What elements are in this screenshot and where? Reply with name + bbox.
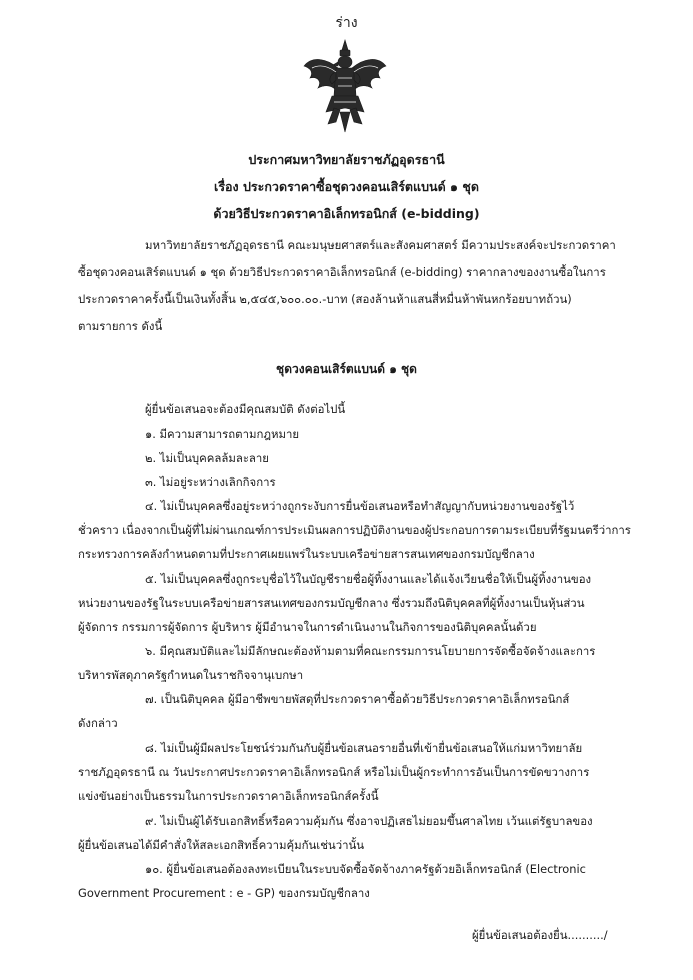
item-8-line-3: แข่งขันอย่างเป็นธรรมในการประกวดราคาอิเล็กทรอนิกส์ครั้งนี้ (78, 789, 379, 803)
item-6-line-1: ๖. มีคุณสมบัติและไม่มีลักษณะต้องห้ามตามที่คณะกรรมการนโยบายการจัดซื้อจัดจ้างและการ (145, 644, 596, 658)
item-4-line-3: กระทรวงการคลังกำหนดตามที่ประกาศเผยแพร่ในระบบเครือข่ายสารสนเทศของกรมบัญชีกลาง (78, 547, 535, 561)
draft-label: ร่าง (335, 15, 358, 31)
intro-line-3: ประกวดราคาครั้งนี้เป็นเงินทั้งสิ้น ๒,๕๔๕,๖๐๐.๐๐.-บาท (สองล้านห้าแสนสี่หมื่นห้าพันหกร้อยบาทถ้วน) (78, 292, 572, 306)
section-heading: ชุดวงคอนเสิร์ตแบนด์ ๑ ชุด (276, 362, 417, 376)
header-line-2: เรื่อง ประกวดราคาซื้อชุดวงคอนเสิร์ตแบนด์ ๑ ชุด (214, 179, 479, 194)
announcement-header (0, 146, 693, 227)
header-line-1: ประกาศมหาวิทยาลัยราชภัฏอุดรธานี (248, 152, 445, 167)
item-5-line-1: ๕. ไม่เป็นบุคคลซึ่งถูกระบุชื่อไว้ในบัญชีรายชื่อผู้ทิ้งงานและได้แจ้งเวียนชื่อให้เป็นผู้ทิ้งงานของ (145, 572, 592, 586)
item-9-line-2: ผู้ยื่นข้อเสนอได้มีคำสั่งให้สละเอกสิทธิ์ความคุ้มกันเช่นว่านั้น (78, 838, 365, 852)
item-8-line-1: ๘. ไม่เป็นผู้มีผลประโยชน์ร่วมกันกับผู้ยื่นข้อเสนอรายอื่นที่เข้ายื่นข้อเสนอให้แก่มหาวิทยาลัย (145, 741, 583, 755)
item-1: ๑. มีความสามารถตามกฎหมาย (145, 427, 300, 441)
header-line-3: ด้วยวิธีประกวดราคาอิเล็กทรอนิกส์ (e-bidding) (213, 206, 480, 221)
item-8-line-2: ราชภัฏอุดรธานี ณ วันประกาศประกวดราคาอิเล็กทรอนิกส์ หรือไม่เป็นผู้กระทำการอันเป็นการขัดขวางการ (78, 765, 590, 779)
item-9-line-1: ๙. ไม่เป็นผู้ได้รับเอกสิทธิ์หรือความคุ้มกัน ซึ่งอาจปฏิเสธไม่ยอมขึ้นศาลไทย เว้นแต่รัฐบาลของ (145, 814, 593, 828)
item-7-line-2: ดังกล่าว (78, 716, 118, 730)
item-10-line-2: Government Procurement : e - GP) ของกรมบัญชีกลาง (78, 886, 370, 900)
garuda-emblem-icon (300, 38, 390, 134)
item-2: ๒. ไม่เป็นบุคคลล้มละลาย (145, 451, 269, 465)
item-5-line-2: หน่วยงานของรัฐในระบบเครือข่ายสารสนเทศของกรมบัญชีกลาง ซึ่งรวมถึงนิติบุคคลที่ผู้ทิ้งงานเป็นหุ้นส่วน (78, 596, 585, 610)
item-3: ๓. ไม่อยู่ระหว่างเลิกกิจการ (145, 475, 276, 489)
item-4-line-2: ชั่วคราว เนื่องจากเป็นผู้ที่ไม่ผ่านเกณฑ์การประเมินผลการปฏิบัติงานของผู้ประกอบการตามระเบียบที่รัฐมนตรีว่าการ (78, 523, 631, 537)
continuation-note: ผู้ยื่นข้อเสนอต้องยื่น........../ (472, 928, 608, 942)
qualifications-intro: ผู้ยื่นข้อเสนอจะต้องมีคุณสมบัติ ดังต่อไปนี้ (145, 402, 346, 416)
intro-line-4: ตามรายการ ดังนี้ (78, 319, 163, 333)
item-5-line-3: ผู้จัดการ กรรมการผู้จัดการ ผู้บริหาร ผู้มีอำนาจในการดำเนินงานในกิจการของนิติบุคคลนั้นด้วย (78, 620, 537, 634)
item-7-line-1: ๗. เป็นนิติบุคคล ผู้มีอาชีพขายพัสดุที่ประกวดราคาซื้อด้วยวิธีประกวดราคาอิเล็กทรอนิกส์ (145, 692, 570, 706)
item-10-line-1: ๑๐. ผู้ยื่นข้อเสนอต้องลงทะเบียนในระบบจัดซื้อจัดจ้างภาครัฐด้วยอิเล็กทรอนิกส์ (Electronic (145, 862, 586, 876)
intro-line-2: ซื้อชุดวงคอนเสิร์ตแบนด์ ๑ ชุด ด้วยวิธีประกวดราคาอิเล็กทรอนิกส์ (e-bidding) ราคากลางของงานซื้อในการ (78, 265, 606, 279)
item-4-line-1: ๔. ไม่เป็นบุคคลซึ่งอยู่ระหว่างถูกระงับการยื่นข้อเสนอหรือทำสัญญากับหน่วยงานของรัฐไว้ (145, 499, 575, 513)
intro-line-1: มหาวิทยาลัยราชภัฏอุดรธานี คณะมนุษยศาสตร์และสังคมศาสตร์ มีความประสงค์จะประกวดราคา (145, 238, 616, 252)
item-6-line-2: บริหารพัสดุภาครัฐกำหนดในราชกิจจานุเบกษา (78, 668, 304, 682)
